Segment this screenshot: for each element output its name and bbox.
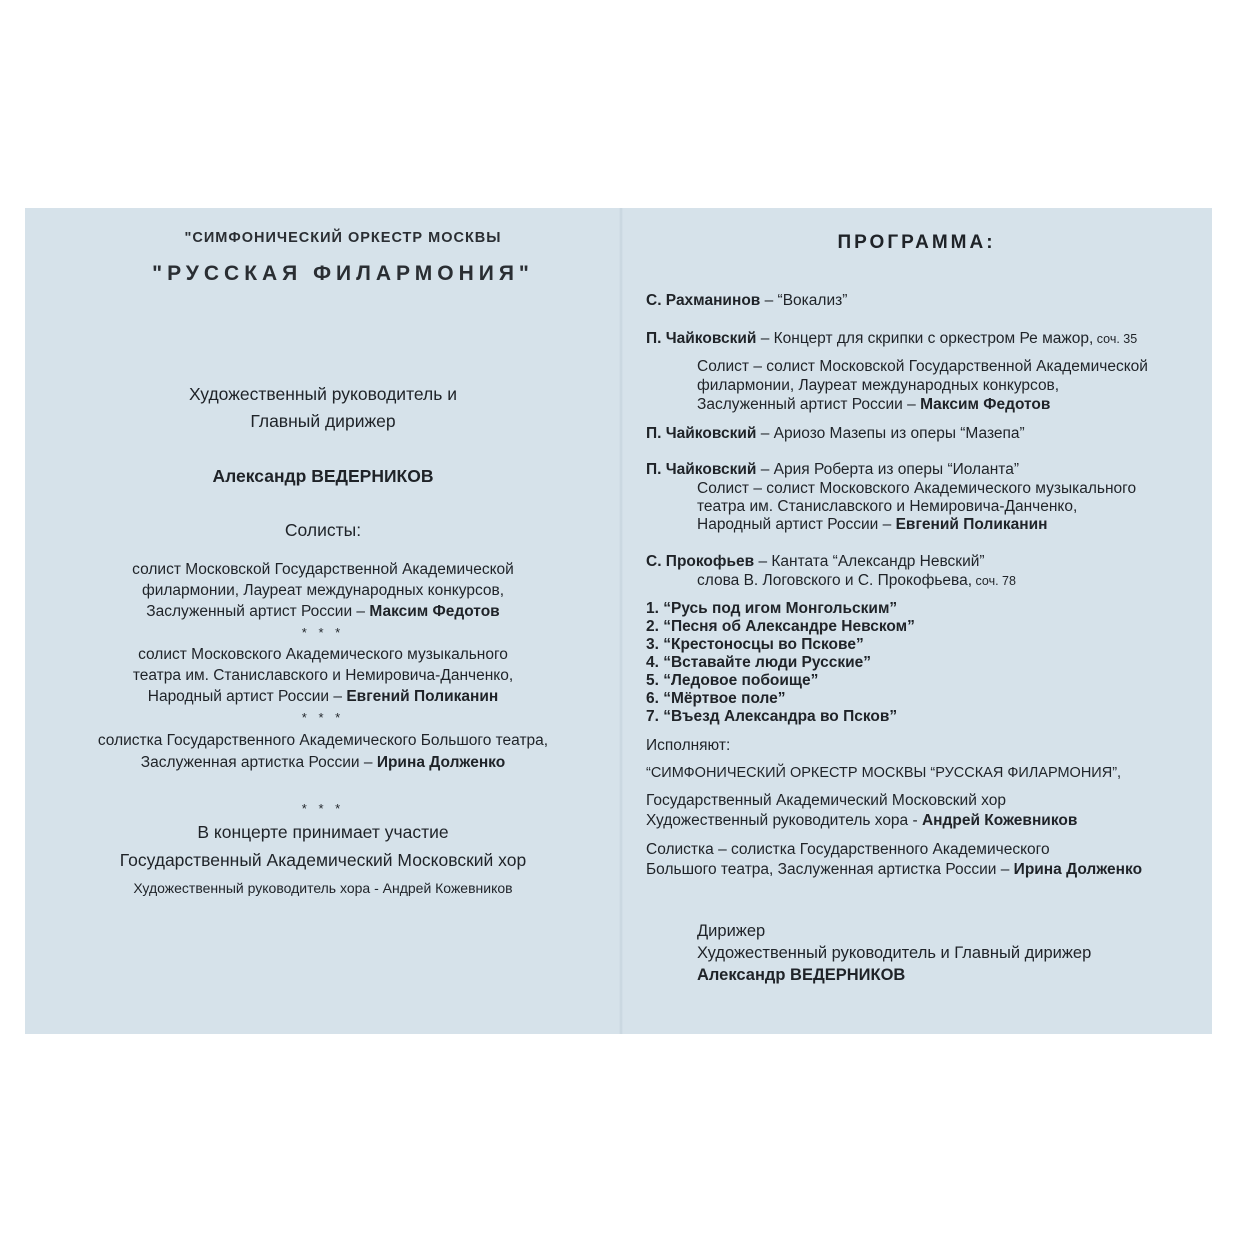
soloist2-line1: солист Московского Академического музыкального <box>138 646 508 663</box>
soloist-b-line3: Народный артист России – Евгений Поликанин <box>697 516 1048 533</box>
movement: 6. “Мёртвое поле” <box>646 690 786 707</box>
movement: 2. “Песня об Александре Невском” <box>646 618 915 635</box>
movement: 1. “Русь под игом Монгольским” <box>646 600 898 617</box>
soloist-c-name: Ирина Долженко <box>1013 861 1143 878</box>
soloist1-line1: солист Московской Государственной Академической <box>132 561 514 578</box>
movement: 4. “Вставайте люди Русские” <box>646 654 872 671</box>
soloist3-name: Ирина Долженко <box>376 754 506 771</box>
soloist-a-name: Максим Федотов <box>920 396 1051 413</box>
conductor-name: Александр ВЕДЕРНИКОВ <box>697 966 906 984</box>
soloist1-line3: Заслуженный артист России – Максим Федотов <box>146 603 500 620</box>
performers-heading: Исполняют: <box>646 737 731 754</box>
left-page <box>25 208 621 1034</box>
soloists-heading: Солисты: <box>284 520 362 540</box>
right-page <box>621 208 1212 1034</box>
soloist3-line1: солистка Государственного Академического Большого театра, <box>97 732 549 749</box>
choir-line: Государственный Академический Московский хор <box>646 792 1006 809</box>
soloist-b-line1: Солист – солист Московского Академического музыкального <box>697 480 1137 497</box>
movement: 3. “Крестоносцы во Пскове” <box>646 636 864 653</box>
cantata-words: слова В. Логовского и С. Прокофьева, соч. 78 <box>697 572 1016 589</box>
conductor-label: Дирижер <box>697 922 766 940</box>
soloist1-line2: филармонии, Лауреат международных конкурсов, <box>141 582 505 599</box>
director-title-1: Художественный руководитель и <box>188 384 458 404</box>
soloist1-name: Максим Федотов <box>369 603 500 620</box>
program-item: П. Чайковский – Ария Роберта из оперы “Иоланта” <box>646 461 1019 478</box>
orchestra-name: "РУССКАЯ ФИЛАРМОНИЯ" <box>152 262 534 285</box>
program-booklet <box>25 208 1212 1034</box>
program-item: С. Прокофьев – Кантата “Александр Невский” <box>646 553 985 570</box>
movement: 7. “Въезд Александра во Псков” <box>646 708 898 725</box>
soloist-c-line1: Солистка – солистка Государственного Академического <box>646 841 1050 858</box>
soloist-a-line2: филармонии, Лауреат международных конкурсов, <box>697 377 1060 394</box>
conductor-title: Художественный руководитель и Главный дирижер <box>697 944 1092 962</box>
choir-director: Художественный руководитель хора - Андрей Кожевников <box>133 880 513 896</box>
soloist3-line2: Заслуженная артистка России – Ирина Долженко <box>140 754 506 771</box>
separator: * * * <box>301 710 345 725</box>
choir-director-line: Художественный руководитель хора - Андрей Кожевников <box>646 812 1078 829</box>
soloist-a-line1: Солист – солист Московской Государственной Академической <box>697 358 1148 375</box>
director-name: Александр ВЕДЕРНИКОВ <box>212 466 434 486</box>
program-item: П. Чайковский – Ариозо Мазепы из оперы “Мазепа” <box>646 425 1025 442</box>
soloist2-name: Евгений Поликанин <box>346 688 499 705</box>
soloist-c-line2: Большого театра, Заслуженная артистка России – Ирина Долженко <box>646 861 1143 878</box>
program-title: ПРОГРАММА: <box>837 232 996 253</box>
movement: 5. “Ледовое побоище” <box>646 672 819 689</box>
soloist-a-line3: Заслуженный артист России – Максим Федотов <box>697 396 1051 413</box>
participation-line1: В концерте принимает участие <box>197 822 449 842</box>
program-item: П. Чайковский – Концерт для скрипки с оркестром Ре мажор, соч. 35 <box>646 330 1138 347</box>
separator: * * * <box>301 625 345 640</box>
soloist-b-name: Евгений Поликанин <box>895 516 1048 533</box>
participation-line2: Государственный Академический Московский хор <box>119 850 527 870</box>
director-title-2: Главный дирижер <box>250 411 396 431</box>
separator: * * * <box>301 801 345 816</box>
choir-director-name: Андрей Кожевников <box>921 812 1078 829</box>
soloist-b-line2: театра им. Станиславского и Немировича-Данченко, <box>697 498 1078 515</box>
soloist2-line3: Народный артист России – Евгений Поликанин <box>147 688 499 705</box>
orchestra-line: "СИМФОНИЧЕСКИЙ ОРКЕСТР МОСКВЫ <box>184 230 502 246</box>
performers-orchestra: “СИМФОНИЧЕСКИЙ ОРКЕСТР МОСКВЫ “РУССКАЯ ФИЛАРМОНИЯ”, <box>646 765 1122 781</box>
soloist2-line2: театра им. Станиславского и Немировича-Данченко, <box>132 667 514 684</box>
program-item: С. Рахманинов – “Вокализ” <box>646 292 848 309</box>
